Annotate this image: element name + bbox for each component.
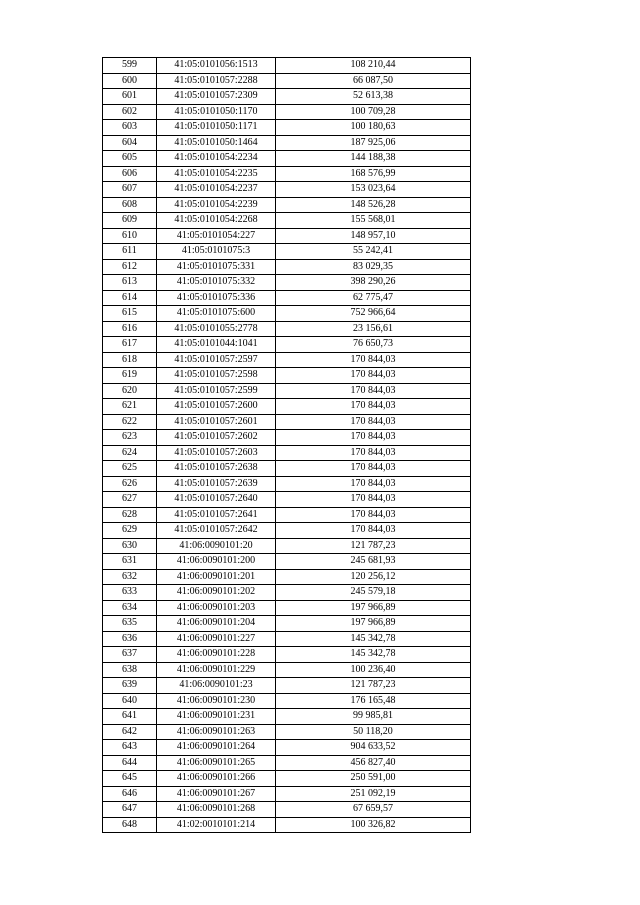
cadastral-number-cell: 41:06:0090101:201 [157,569,276,585]
cadastral-number-cell: 41:05:0101057:2639 [157,476,276,492]
cadastral-value-cell: 83 029,35 [276,259,471,275]
row-number-cell: 629 [103,523,157,539]
cadastral-value-cell: 752 966,64 [276,306,471,322]
row-number-cell: 635 [103,616,157,632]
cadastral-number-cell: 41:05:0101075:3 [157,244,276,260]
cadastral-value-cell: 99 985,81 [276,709,471,725]
cadastral-number-cell: 41:06:0090101:204 [157,616,276,632]
table-row [103,430,471,446]
cadastral-value-cell: 100 236,40 [276,662,471,678]
table-row [103,554,471,570]
cadastral-number-cell: 41:05:0101075:600 [157,306,276,322]
table-row [103,213,471,229]
cadastral-number-cell: 41:05:0101057:2601 [157,414,276,430]
cadastral-number-cell: 41:05:0101057:2640 [157,492,276,508]
table-row [103,724,471,740]
table-row [103,352,471,368]
cadastral-value-cell: 170 844,03 [276,492,471,508]
table-row [103,461,471,477]
cadastral-value-cell: 170 844,03 [276,507,471,523]
cadastral-number-cell: 41:05:0101054:2239 [157,197,276,213]
table-row [103,802,471,818]
table-row [103,445,471,461]
cadastral-number-cell: 41:06:0090101:268 [157,802,276,818]
cadastral-number-cell: 41:05:0101044:1041 [157,337,276,353]
cadastral-value-cell: 50 118,20 [276,724,471,740]
row-number-cell: 645 [103,771,157,787]
row-number-cell: 608 [103,197,157,213]
table-row [103,507,471,523]
table-row [103,104,471,120]
cadastral-value-cell: 52 613,38 [276,89,471,105]
table-row [103,275,471,291]
cadastral-value-cell: 170 844,03 [276,445,471,461]
row-number-cell: 622 [103,414,157,430]
row-number-cell: 641 [103,709,157,725]
cadastral-number-cell: 41:05:0101054:2234 [157,151,276,167]
cadastral-number-cell: 41:05:0101057:2288 [157,73,276,89]
row-number-cell: 610 [103,228,157,244]
cadastral-number-cell: 41:06:0090101:266 [157,771,276,787]
cadastral-number-cell: 41:05:0101057:2309 [157,89,276,105]
table-row [103,569,471,585]
cadastral-value-cell: 456 827,40 [276,755,471,771]
row-number-cell: 611 [103,244,157,260]
cadastral-value-cell: 100 180,63 [276,120,471,136]
cadastral-number-cell: 41:06:0090101:229 [157,662,276,678]
row-number-cell: 628 [103,507,157,523]
cadastral-value-cell: 904 633,52 [276,740,471,756]
cadastral-number-cell: 41:05:0101057:2599 [157,383,276,399]
table-row [103,709,471,725]
cadastral-number-cell: 41:06:0090101:203 [157,600,276,616]
cadastral-value-cell: 170 844,03 [276,414,471,430]
cadastral-number-cell: 41:05:0101050:1170 [157,104,276,120]
table-row [103,585,471,601]
cadastral-number-cell: 41:05:0101057:2602 [157,430,276,446]
cadastral-value-cell: 23 156,61 [276,321,471,337]
cadastral-value-cell: 100 709,28 [276,104,471,120]
cadastral-value-cell: 170 844,03 [276,352,471,368]
row-number-cell: 637 [103,647,157,663]
row-number-cell: 640 [103,693,157,709]
cadastral-number-cell: 41:06:0090101:200 [157,554,276,570]
row-number-cell: 605 [103,151,157,167]
table-row [103,383,471,399]
cadastral-number-cell: 41:06:0090101:227 [157,631,276,647]
table-row [103,693,471,709]
row-number-cell: 614 [103,290,157,306]
cadastral-number-cell: 41:05:0101055:2778 [157,321,276,337]
row-number-cell: 638 [103,662,157,678]
cadastral-number-cell: 41:05:0101075:336 [157,290,276,306]
table-row [103,368,471,384]
cadastral-number-cell: 41:05:0101050:1464 [157,135,276,151]
cadastral-number-cell: 41:06:0090101:228 [157,647,276,663]
cadastral-value-cell: 145 342,78 [276,647,471,663]
table-row [103,476,471,492]
cadastral-number-cell: 41:05:0101057:2600 [157,399,276,415]
cadastral-value-cell: 170 844,03 [276,523,471,539]
row-number-cell: 612 [103,259,157,275]
cadastral-number-cell: 41:06:0090101:23 [157,678,276,694]
table-row [103,73,471,89]
table-row [103,631,471,647]
cadastral-number-cell: 41:05:0101075:332 [157,275,276,291]
table-row [103,166,471,182]
cadastral-number-cell: 41:05:0101050:1171 [157,120,276,136]
table-row [103,306,471,322]
table-row [103,58,471,74]
table-row [103,228,471,244]
row-number-cell: 609 [103,213,157,229]
row-number-cell: 632 [103,569,157,585]
row-number-cell: 633 [103,585,157,601]
cadastral-value-cell: 197 966,89 [276,600,471,616]
row-number-cell: 631 [103,554,157,570]
table-row [103,523,471,539]
table-row [103,740,471,756]
table-row [103,399,471,415]
table-row [103,197,471,213]
cadastral-number-cell: 41:06:0090101:263 [157,724,276,740]
cadastral-value-cell: 168 576,99 [276,166,471,182]
row-number-cell: 618 [103,352,157,368]
row-number-cell: 603 [103,120,157,136]
cadastral-number-cell: 41:05:0101075:331 [157,259,276,275]
cadastral-value-cell: 121 787,23 [276,678,471,694]
table-row [103,538,471,554]
cadastral-number-cell: 41:06:0090101:264 [157,740,276,756]
cadastral-number-cell: 41:06:0090101:267 [157,786,276,802]
cadastral-number-cell: 41:06:0090101:265 [157,755,276,771]
cadastral-value-cell: 170 844,03 [276,383,471,399]
row-number-cell: 607 [103,182,157,198]
row-number-cell: 602 [103,104,157,120]
table-row [103,647,471,663]
cadastral-value-cell: 108 210,44 [276,58,471,74]
table-row [103,244,471,260]
cadastral-value-cell: 170 844,03 [276,430,471,446]
cadastral-number-cell: 41:05:0101054:2235 [157,166,276,182]
row-number-cell: 606 [103,166,157,182]
table-row [103,182,471,198]
row-number-cell: 619 [103,368,157,384]
cadastral-number-cell: 41:06:0090101:202 [157,585,276,601]
cadastral-number-cell: 41:05:0101057:2641 [157,507,276,523]
cadastral-number-cell: 41:06:0090101:20 [157,538,276,554]
row-number-cell: 626 [103,476,157,492]
cadastral-value-cell: 250 591,00 [276,771,471,787]
row-number-cell: 625 [103,461,157,477]
row-number-cell: 639 [103,678,157,694]
row-number-cell: 599 [103,58,157,74]
cadastral-value-cell: 197 966,89 [276,616,471,632]
row-number-cell: 601 [103,89,157,105]
row-number-cell: 615 [103,306,157,322]
cadastral-number-cell: 41:05:0101057:2597 [157,352,276,368]
cadastral-number-cell: 41:02:0010101:214 [157,817,276,833]
cadastral-value-cell: 100 326,82 [276,817,471,833]
table-row [103,755,471,771]
row-number-cell: 630 [103,538,157,554]
table-row [103,120,471,136]
table-row [103,616,471,632]
cadastral-value-cell: 145 342,78 [276,631,471,647]
table-body [103,58,471,833]
table-row [103,600,471,616]
row-number-cell: 624 [103,445,157,461]
table-row [103,151,471,167]
table-row [103,135,471,151]
table-row [103,259,471,275]
cadastral-value-cell: 251 092,19 [276,786,471,802]
row-number-cell: 643 [103,740,157,756]
row-number-cell: 646 [103,786,157,802]
row-number-cell: 627 [103,492,157,508]
row-number-cell: 621 [103,399,157,415]
cadastral-value-cell: 62 775,47 [276,290,471,306]
table-row [103,817,471,833]
cadastral-value-cell: 55 242,41 [276,244,471,260]
row-number-cell: 600 [103,73,157,89]
cadastral-value-cell: 245 681,93 [276,554,471,570]
table-row [103,290,471,306]
row-number-cell: 604 [103,135,157,151]
row-number-cell: 620 [103,383,157,399]
cadastral-number-cell: 41:05:0101054:2237 [157,182,276,198]
cadastral-value-cell: 245 579,18 [276,585,471,601]
cadastral-value-cell: 76 650,73 [276,337,471,353]
table-row [103,89,471,105]
cadastral-value-cell: 121 787,23 [276,538,471,554]
cadastral-value-cell: 120 256,12 [276,569,471,585]
table-row [103,414,471,430]
cadastral-value-cell: 153 023,64 [276,182,471,198]
cadastral-number-cell: 41:05:0101057:2638 [157,461,276,477]
row-number-cell: 617 [103,337,157,353]
cadastral-number-cell: 41:06:0090101:231 [157,709,276,725]
table-row [103,662,471,678]
cadastral-number-cell: 41:05:0101057:2598 [157,368,276,384]
cadastral-value-cell: 155 568,01 [276,213,471,229]
cadastral-number-cell: 41:05:0101056:1513 [157,58,276,74]
table-row [103,786,471,802]
cadastral-number-cell: 41:05:0101057:2603 [157,445,276,461]
row-number-cell: 648 [103,817,157,833]
row-number-cell: 636 [103,631,157,647]
cadastral-value-cell: 148 957,10 [276,228,471,244]
cadastral-number-cell: 41:05:0101057:2642 [157,523,276,539]
cadastral-value-cell: 66 087,50 [276,73,471,89]
cadastral-value-cell: 176 165,48 [276,693,471,709]
row-number-cell: 623 [103,430,157,446]
cadastral-value-cell: 170 844,03 [276,368,471,384]
table-row [103,771,471,787]
cadastral-value-cell: 67 659,57 [276,802,471,818]
cadastral-value-cell: 170 844,03 [276,399,471,415]
row-number-cell: 644 [103,755,157,771]
cadastral-value-cell: 148 526,28 [276,197,471,213]
cadastral-value-cell: 170 844,03 [276,461,471,477]
cadastral-value-table [102,57,471,833]
row-number-cell: 647 [103,802,157,818]
table-row [103,492,471,508]
cadastral-number-cell: 41:06:0090101:230 [157,693,276,709]
cadastral-value-cell: 187 925,06 [276,135,471,151]
row-number-cell: 634 [103,600,157,616]
table-row [103,337,471,353]
cadastral-value-cell: 170 844,03 [276,476,471,492]
row-number-cell: 616 [103,321,157,337]
table-row [103,321,471,337]
table-row [103,678,471,694]
row-number-cell: 613 [103,275,157,291]
cadastral-value-cell: 144 188,38 [276,151,471,167]
cadastral-number-cell: 41:05:0101054:227 [157,228,276,244]
cadastral-value-cell: 398 290,26 [276,275,471,291]
cadastral-number-cell: 41:05:0101054:2268 [157,213,276,229]
row-number-cell: 642 [103,724,157,740]
